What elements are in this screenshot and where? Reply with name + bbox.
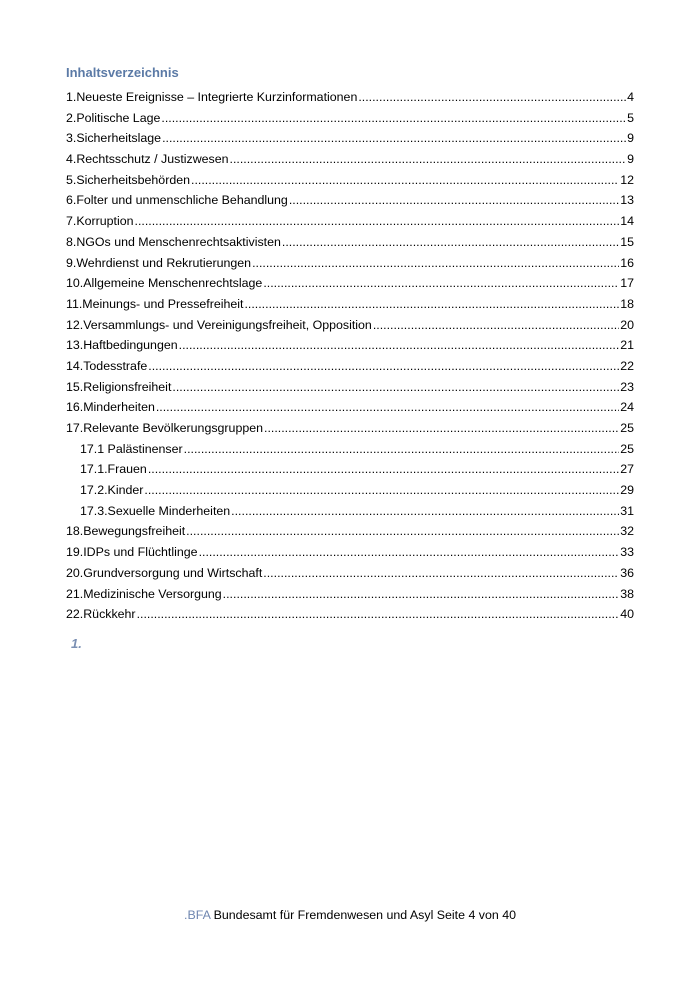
- toc-leader-dots: [244, 294, 619, 315]
- toc-leader-dots: [144, 480, 619, 501]
- toc-entry[interactable]: [66, 397, 634, 418]
- toc-entry-title: 1.Neueste Ereignisse – Integrierte Kurzinformationen: [66, 90, 358, 104]
- toc-entry[interactable]: [66, 128, 634, 149]
- toc-entry-title: 2.Politische Lage: [66, 110, 161, 125]
- toc-entry-title: 3.Sicherheitslage: [66, 131, 162, 146]
- toc-entry-page: 36: [620, 565, 634, 580]
- toc-heading: Inhaltsverzeichnis: [66, 65, 179, 80]
- toc-leader-dots: [289, 190, 619, 211]
- toc-leader-dots: [264, 418, 619, 439]
- toc-leader-dots: [161, 108, 626, 129]
- toc-list: [66, 87, 634, 625]
- toc-entry[interactable]: [66, 563, 634, 584]
- toc-entry[interactable]: [66, 87, 634, 108]
- toc-entry-page: 25: [620, 441, 634, 456]
- toc-subentry[interactable]: [66, 459, 634, 480]
- toc-entry-title: 17.Relevante Bevölkerungsgruppen: [66, 421, 264, 435]
- toc-entry-page: 16: [620, 255, 634, 270]
- footer-brand: .BFA: [184, 908, 211, 922]
- toc-entry-page: 33: [620, 545, 634, 560]
- toc-entry-page: 27: [620, 462, 634, 477]
- toc-entry[interactable]: [66, 170, 634, 191]
- toc-entry[interactable]: [66, 273, 634, 294]
- toc-entry-title: 9.Wehrdienst und Rekrutierungen: [66, 255, 252, 270]
- toc-entry-page: 29: [620, 483, 634, 498]
- toc-entry-title: 17.1.Frauen: [80, 462, 147, 477]
- toc-entry-page: 9: [627, 152, 634, 167]
- toc-leader-dots: [282, 232, 619, 253]
- toc-entry[interactable]: [66, 211, 634, 232]
- toc-entry-page: 13: [620, 193, 634, 208]
- toc-entry-page: 21: [620, 338, 634, 353]
- footer-text: Bundesamt für Fremdenwesen und Asyl Seite 4 von 40: [213, 908, 516, 922]
- toc-leader-dots: [135, 211, 620, 232]
- toc-leader-dots: [186, 521, 619, 542]
- toc-entry[interactable]: [66, 149, 634, 170]
- toc-entry-page: 20: [620, 317, 634, 332]
- toc-leader-dots: [231, 501, 619, 522]
- toc-entry[interactable]: [66, 294, 634, 315]
- toc-entry[interactable]: [66, 232, 634, 253]
- toc-entry-title: 4.Rechtsschutz / Justizwesen: [66, 152, 229, 167]
- toc-entry-title: 11.Meinungs- und Pressefreiheit: [66, 296, 244, 311]
- toc-entry-title: 10.Allgemeine Menschenrechtslage: [66, 276, 263, 291]
- toc-entry-page: 14: [620, 214, 634, 229]
- toc-leader-dots: [184, 439, 620, 460]
- toc-entry-page: 31: [620, 503, 634, 518]
- toc-subentry[interactable]: [66, 439, 634, 460]
- toc-entry-page: 17: [620, 276, 634, 291]
- toc-entry[interactable]: [66, 584, 634, 605]
- toc-entry-page: 40: [620, 607, 634, 622]
- toc-entry-page: 22: [620, 358, 634, 373]
- toc-leader-dots: [156, 397, 619, 418]
- toc-entry-title: 17.3.Sexuelle Minderheiten: [80, 503, 231, 518]
- toc-entry[interactable]: [66, 542, 634, 563]
- toc-leader-dots: [263, 563, 619, 584]
- toc-entry[interactable]: [66, 253, 634, 274]
- toc-entry-title: 22.Rückkehr: [66, 607, 136, 622]
- toc-entry[interactable]: [66, 521, 634, 542]
- toc-entry-page: 38: [620, 586, 634, 601]
- toc-entry-title: 15.Religionsfreiheit: [66, 379, 172, 394]
- toc-entry-page: 4: [627, 90, 634, 104]
- toc-leader-dots: [148, 459, 619, 480]
- toc-leader-dots: [199, 542, 620, 563]
- toc-entry[interactable]: [66, 356, 634, 377]
- toc-leader-dots: [358, 87, 626, 108]
- toc-entry[interactable]: [66, 335, 634, 356]
- toc-entry-page: 32: [620, 524, 634, 539]
- toc-entry[interactable]: [66, 418, 634, 439]
- toc-entry-title: 16.Minderheiten: [66, 400, 155, 415]
- toc-entry-page: 15: [620, 234, 634, 249]
- toc-entry[interactable]: [66, 108, 634, 129]
- page-footer: [0, 908, 700, 922]
- toc-entry-page: 5: [627, 110, 634, 125]
- toc-entry[interactable]: [66, 377, 634, 398]
- toc-leader-dots: [223, 584, 620, 605]
- toc-entry-page: 25: [620, 421, 634, 435]
- toc-leader-dots: [172, 377, 619, 398]
- toc-subentry[interactable]: [66, 501, 634, 522]
- toc-leader-dots: [137, 604, 620, 625]
- toc-entry-page: 12: [620, 172, 634, 187]
- toc-entry-page: 18: [620, 296, 634, 311]
- toc-entry-title: 21.Medizinische Versorgung: [66, 586, 222, 601]
- toc-entry[interactable]: [66, 190, 634, 211]
- toc-leader-dots: [191, 170, 619, 191]
- toc-entry-title: 17.2.Kinder: [80, 483, 144, 498]
- toc-leader-dots: [252, 253, 619, 274]
- toc-entry[interactable]: [66, 604, 634, 625]
- toc-entry-page: 24: [620, 400, 634, 415]
- toc-entry-title: 5.Sicherheitsbehörden: [66, 172, 190, 187]
- toc-entry-title: 6.Folter und unmenschliche Behandlung: [66, 193, 288, 208]
- toc-entry-page: 23: [620, 379, 634, 394]
- section-number-marker: 1.: [71, 636, 82, 651]
- toc-entry-title: 12.Versammlungs- und Vereinigungsfreiheit, Opposition: [66, 317, 372, 332]
- toc-leader-dots: [179, 335, 620, 356]
- toc-entry-title: 14.Todesstrafe: [66, 358, 148, 373]
- toc-entry-title: 17.1 Palästinenser: [80, 441, 183, 456]
- toc-entry-title: 18.Bewegungsfreiheit: [66, 524, 186, 539]
- toc-entry-title: 19.IDPs und Flüchtlinge: [66, 545, 198, 560]
- toc-leader-dots: [373, 315, 619, 336]
- toc-entry-title: 8.NGOs und Menschenrechtsaktivisten: [66, 234, 281, 249]
- toc-entry-title: 7.Korruption: [66, 214, 134, 229]
- toc-entry-page: 9: [627, 131, 634, 146]
- toc-entry[interactable]: [66, 315, 634, 336]
- toc-entry-title: 13.Haftbedingungen: [66, 338, 178, 353]
- toc-leader-dots: [148, 356, 619, 377]
- toc-entry-title: 20.Grundversorgung und Wirtschaft: [66, 565, 263, 580]
- toc-leader-dots: [162, 128, 626, 149]
- toc-leader-dots: [263, 273, 619, 294]
- toc-leader-dots: [230, 149, 627, 170]
- toc-subentry[interactable]: [66, 480, 634, 501]
